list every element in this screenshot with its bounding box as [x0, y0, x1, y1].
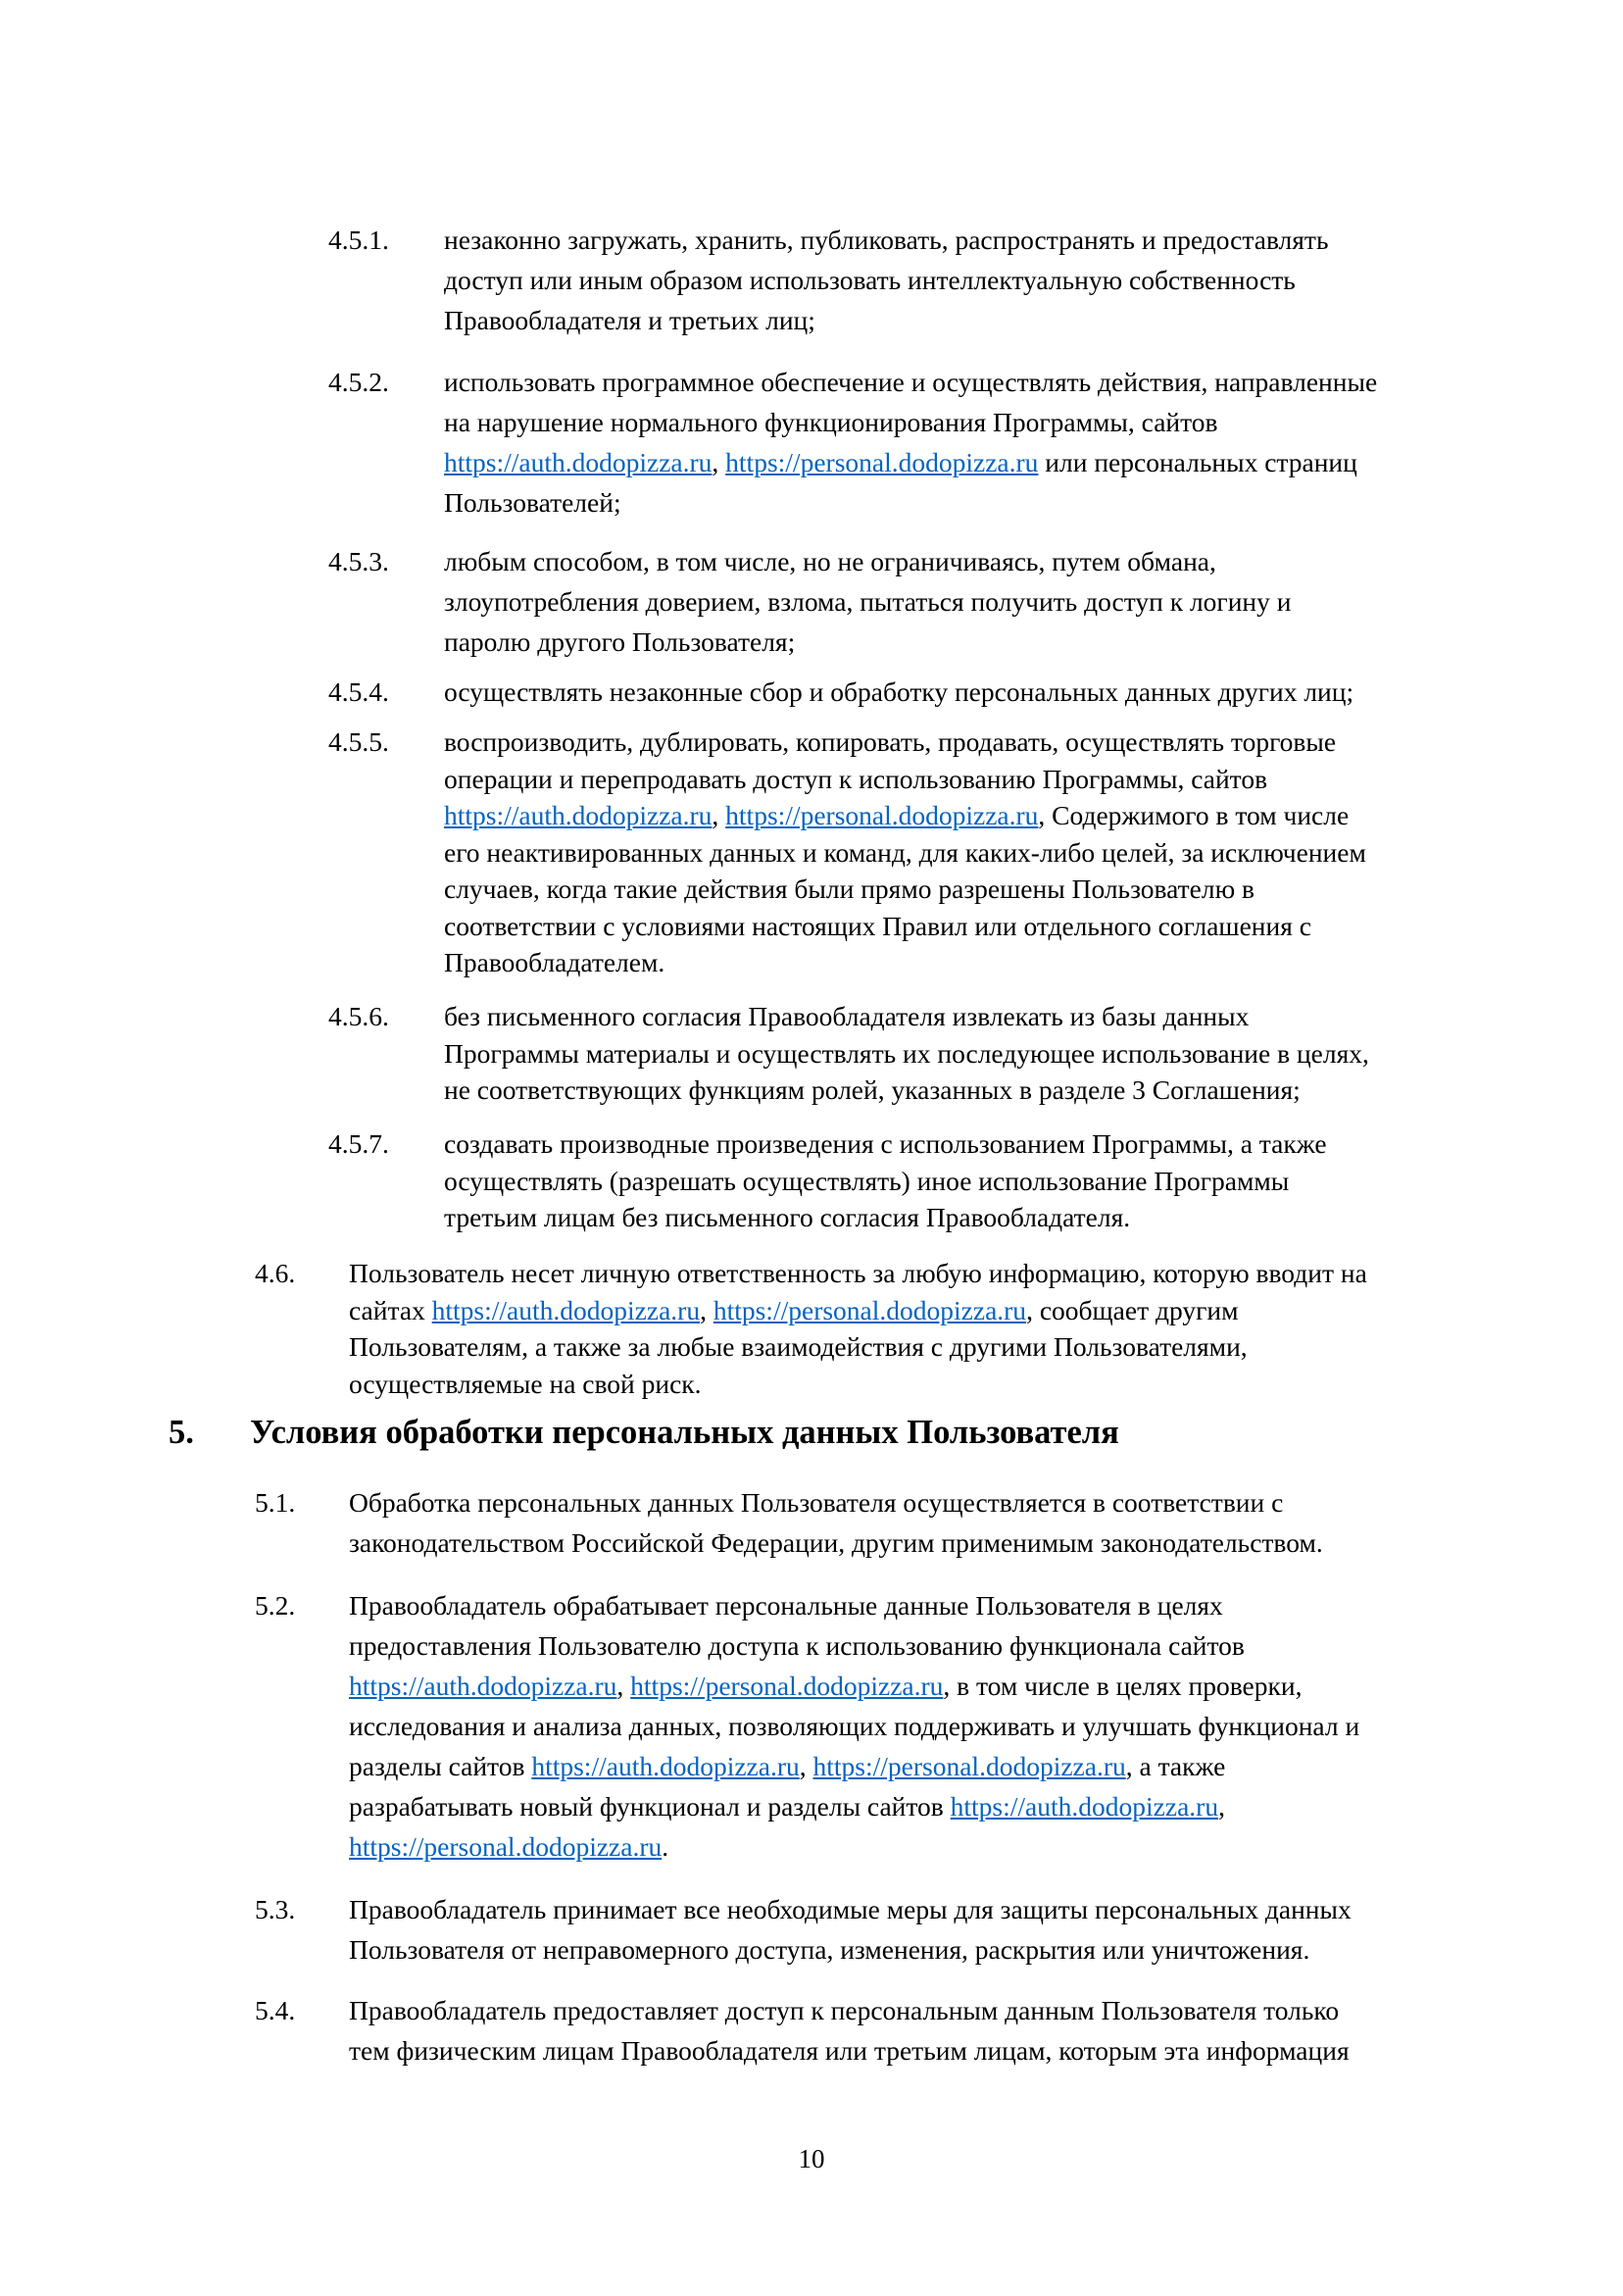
text-line: тем физическим лицам Правообладателя или третьим лицам, которым эта информация	[349, 2035, 1350, 2066]
text-run: , Содержимого в том числе	[1038, 800, 1350, 830]
text-line: Пользователям, а также за любые взаимодействия с другими Пользователями,	[349, 1331, 1248, 1362]
hyperlink[interactable]: https://personal.dodopizza.ru	[725, 447, 1039, 477]
text-line: случаев, когда такие действия были прямо разрешены Пользователю в	[444, 873, 1255, 904]
text-run: сайтах	[349, 1294, 432, 1325]
clause-text	[349, 1585, 1505, 1867]
text-run: или персональных страниц	[1038, 447, 1357, 477]
hyperlink[interactable]: https://personal.dodopizza.ru	[349, 1831, 663, 1862]
clause-number: 5.3.	[255, 1894, 296, 1924]
clause-text	[444, 1125, 1502, 1236]
hyperlink[interactable]: https://personal.dodopizza.ru	[725, 800, 1039, 830]
hyperlink[interactable]: https://personal.dodopizza.ru	[630, 1671, 944, 1701]
clause-number: 4.5.3.	[328, 546, 389, 576]
text-line	[349, 1786, 1505, 1826]
hyperlink[interactable]: https://auth.dodopizza.ru	[444, 447, 713, 477]
text-line: исследования и анализа данных, позволяющих поддерживать и улучшать функционал и	[349, 1711, 1360, 1741]
text-line: незаконно загружать, хранить, публиковать, распространять и предоставлять	[444, 225, 1329, 255]
hyperlink[interactable]: https://personal.dodopizza.ru	[713, 1294, 1027, 1325]
hyperlink[interactable]: https://auth.dodopizza.ru	[444, 800, 713, 830]
hyperlink[interactable]: https://auth.dodopizza.ru	[531, 1751, 800, 1781]
clause-number: 5.2.	[255, 1590, 296, 1621]
text-run: разрабатывать новый функционал и разделы сайтов	[349, 1791, 951, 1822]
text-line: его неактивированных данных и команд, для каких-либо целей, за исключением	[444, 836, 1366, 868]
text-line: создавать производные произведения с использованием Программы, а также	[444, 1128, 1327, 1159]
text-line: законодательством Российской Федерации, другим применимым законодательством.	[349, 1527, 1323, 1558]
text-line: Пользователей;	[444, 487, 621, 518]
text-line: осуществлять (разрешать осуществлять) иное использование Программы	[444, 1165, 1290, 1196]
text-line: доступ или иным образом использовать интеллектуальную собственность	[444, 265, 1296, 295]
text-line: Программы материалы и осуществлять их последующее использование в целях,	[444, 1037, 1369, 1069]
text-line: Правообладатель обрабатывает персональные данные Пользователя в целях	[349, 1590, 1223, 1621]
text-line: Правообладателем.	[444, 947, 665, 977]
text-line: Пользователь несет личную ответственность за любую информацию, которую вводит на	[349, 1258, 1367, 1288]
hyperlink[interactable]: https://auth.dodopizza.ru	[431, 1294, 701, 1325]
clause-number: 5.4.	[255, 1995, 296, 2025]
clause-text	[349, 1255, 1505, 1402]
text-line: любым способом, в том числе, но не ограничиваясь, путем обмана,	[444, 546, 1216, 576]
clause-text	[444, 362, 1502, 523]
section-number: 5.	[169, 1414, 194, 1451]
text-line: на нарушение нормального функционирования Программы, сайтов	[444, 407, 1218, 437]
text-line	[444, 442, 1502, 482]
text-line	[349, 1826, 1505, 1867]
text-line: Обработка персональных данных Пользователя осуществляется в соответствии с	[349, 1487, 1284, 1518]
text-run: ,	[799, 1751, 813, 1781]
text-line: Правообладатель предоставляет доступ к персональным данным Пользователя только	[349, 1995, 1340, 2025]
text-line	[349, 1666, 1505, 1706]
clause-text	[444, 541, 1502, 662]
clause-number: 4.5.4.	[328, 676, 389, 707]
hyperlink[interactable]: https://auth.dodopizza.ru	[349, 1671, 617, 1701]
clause-text	[444, 672, 1502, 712]
text-line: Правообладатель принимает все необходимые меры для защиты персональных данных	[349, 1894, 1352, 1924]
text-line: осуществлять незаконные сбор и обработку персональных данных других лиц;	[444, 676, 1354, 707]
text-run: .	[662, 1831, 669, 1862]
page-number: 10	[798, 2144, 825, 2173]
text-run: ,	[712, 447, 726, 477]
clause-number: 4.6.	[255, 1258, 296, 1288]
text-run: ,	[616, 1671, 631, 1701]
text-line: предоставления Пользователю доступа к использованию функционала сайтов	[349, 1630, 1245, 1661]
clause-number: 4.5.5.	[328, 726, 389, 757]
clause-text	[349, 1889, 1505, 1970]
clause-number: 5.1.	[255, 1487, 296, 1518]
text-run: , в том числе в целях проверки,	[943, 1671, 1303, 1701]
clause-number: 4.5.7.	[328, 1128, 389, 1159]
text-line	[349, 1292, 1505, 1329]
text-line: не соответствующих функциям ролей, указанных в разделе 3 Соглашения;	[444, 1074, 1301, 1105]
text-line: Правообладателя и третьих лиц;	[444, 305, 815, 335]
text-line: осуществляемые на свой риск.	[349, 1368, 702, 1399]
hyperlink[interactable]: https://personal.dodopizza.ru	[812, 1751, 1126, 1781]
hyperlink[interactable]: https://auth.dodopizza.ru	[950, 1791, 1219, 1822]
text-line: третьим лицам без письменного согласия Правообладателя.	[444, 1202, 1131, 1232]
text-run: , а также	[1125, 1751, 1226, 1781]
text-line: без письменного согласия Правообладателя извлекать из базы данных	[444, 1001, 1250, 1031]
text-line: воспроизводить, дублировать, копировать, продавать, осуществлять торговые	[444, 726, 1337, 757]
text-line: использовать программное обеспечение и осуществлять действия, направленные	[444, 367, 1378, 397]
text-line: злоупотребления доверием, взлома, пытаться получить доступ к логину и	[444, 586, 1292, 617]
clause-number: 4.5.6.	[328, 1001, 389, 1031]
clause-text	[444, 220, 1502, 340]
text-line: соответствии с условиями настоящих Правил или отдельного соглашения с	[444, 910, 1311, 941]
text-run: ,	[712, 800, 726, 830]
text-line: Пользователя от неправомерного доступа, изменения, раскрытия или уничтожения.	[349, 1934, 1310, 1965]
text-line	[349, 1746, 1505, 1786]
text-run: разделы сайтов	[349, 1751, 532, 1781]
section-title: Условия обработки персональных данных Пользователя	[250, 1414, 1119, 1451]
clause-text	[349, 1990, 1505, 2071]
clause-number: 4.5.1.	[328, 225, 389, 255]
clause-text	[444, 724, 1502, 981]
text-line	[444, 797, 1502, 834]
clause-text	[349, 1482, 1505, 1563]
text-run: , сообщает другим	[1026, 1294, 1239, 1325]
clause-text	[444, 998, 1502, 1109]
text-line: паролю другого Пользователя;	[444, 626, 796, 657]
clause-number: 4.5.2.	[328, 367, 389, 397]
text-run: ,	[700, 1294, 713, 1325]
text-run: ,	[1218, 1791, 1225, 1822]
text-line: операции и перепродавать доступ к использованию Программы, сайтов	[444, 763, 1268, 794]
